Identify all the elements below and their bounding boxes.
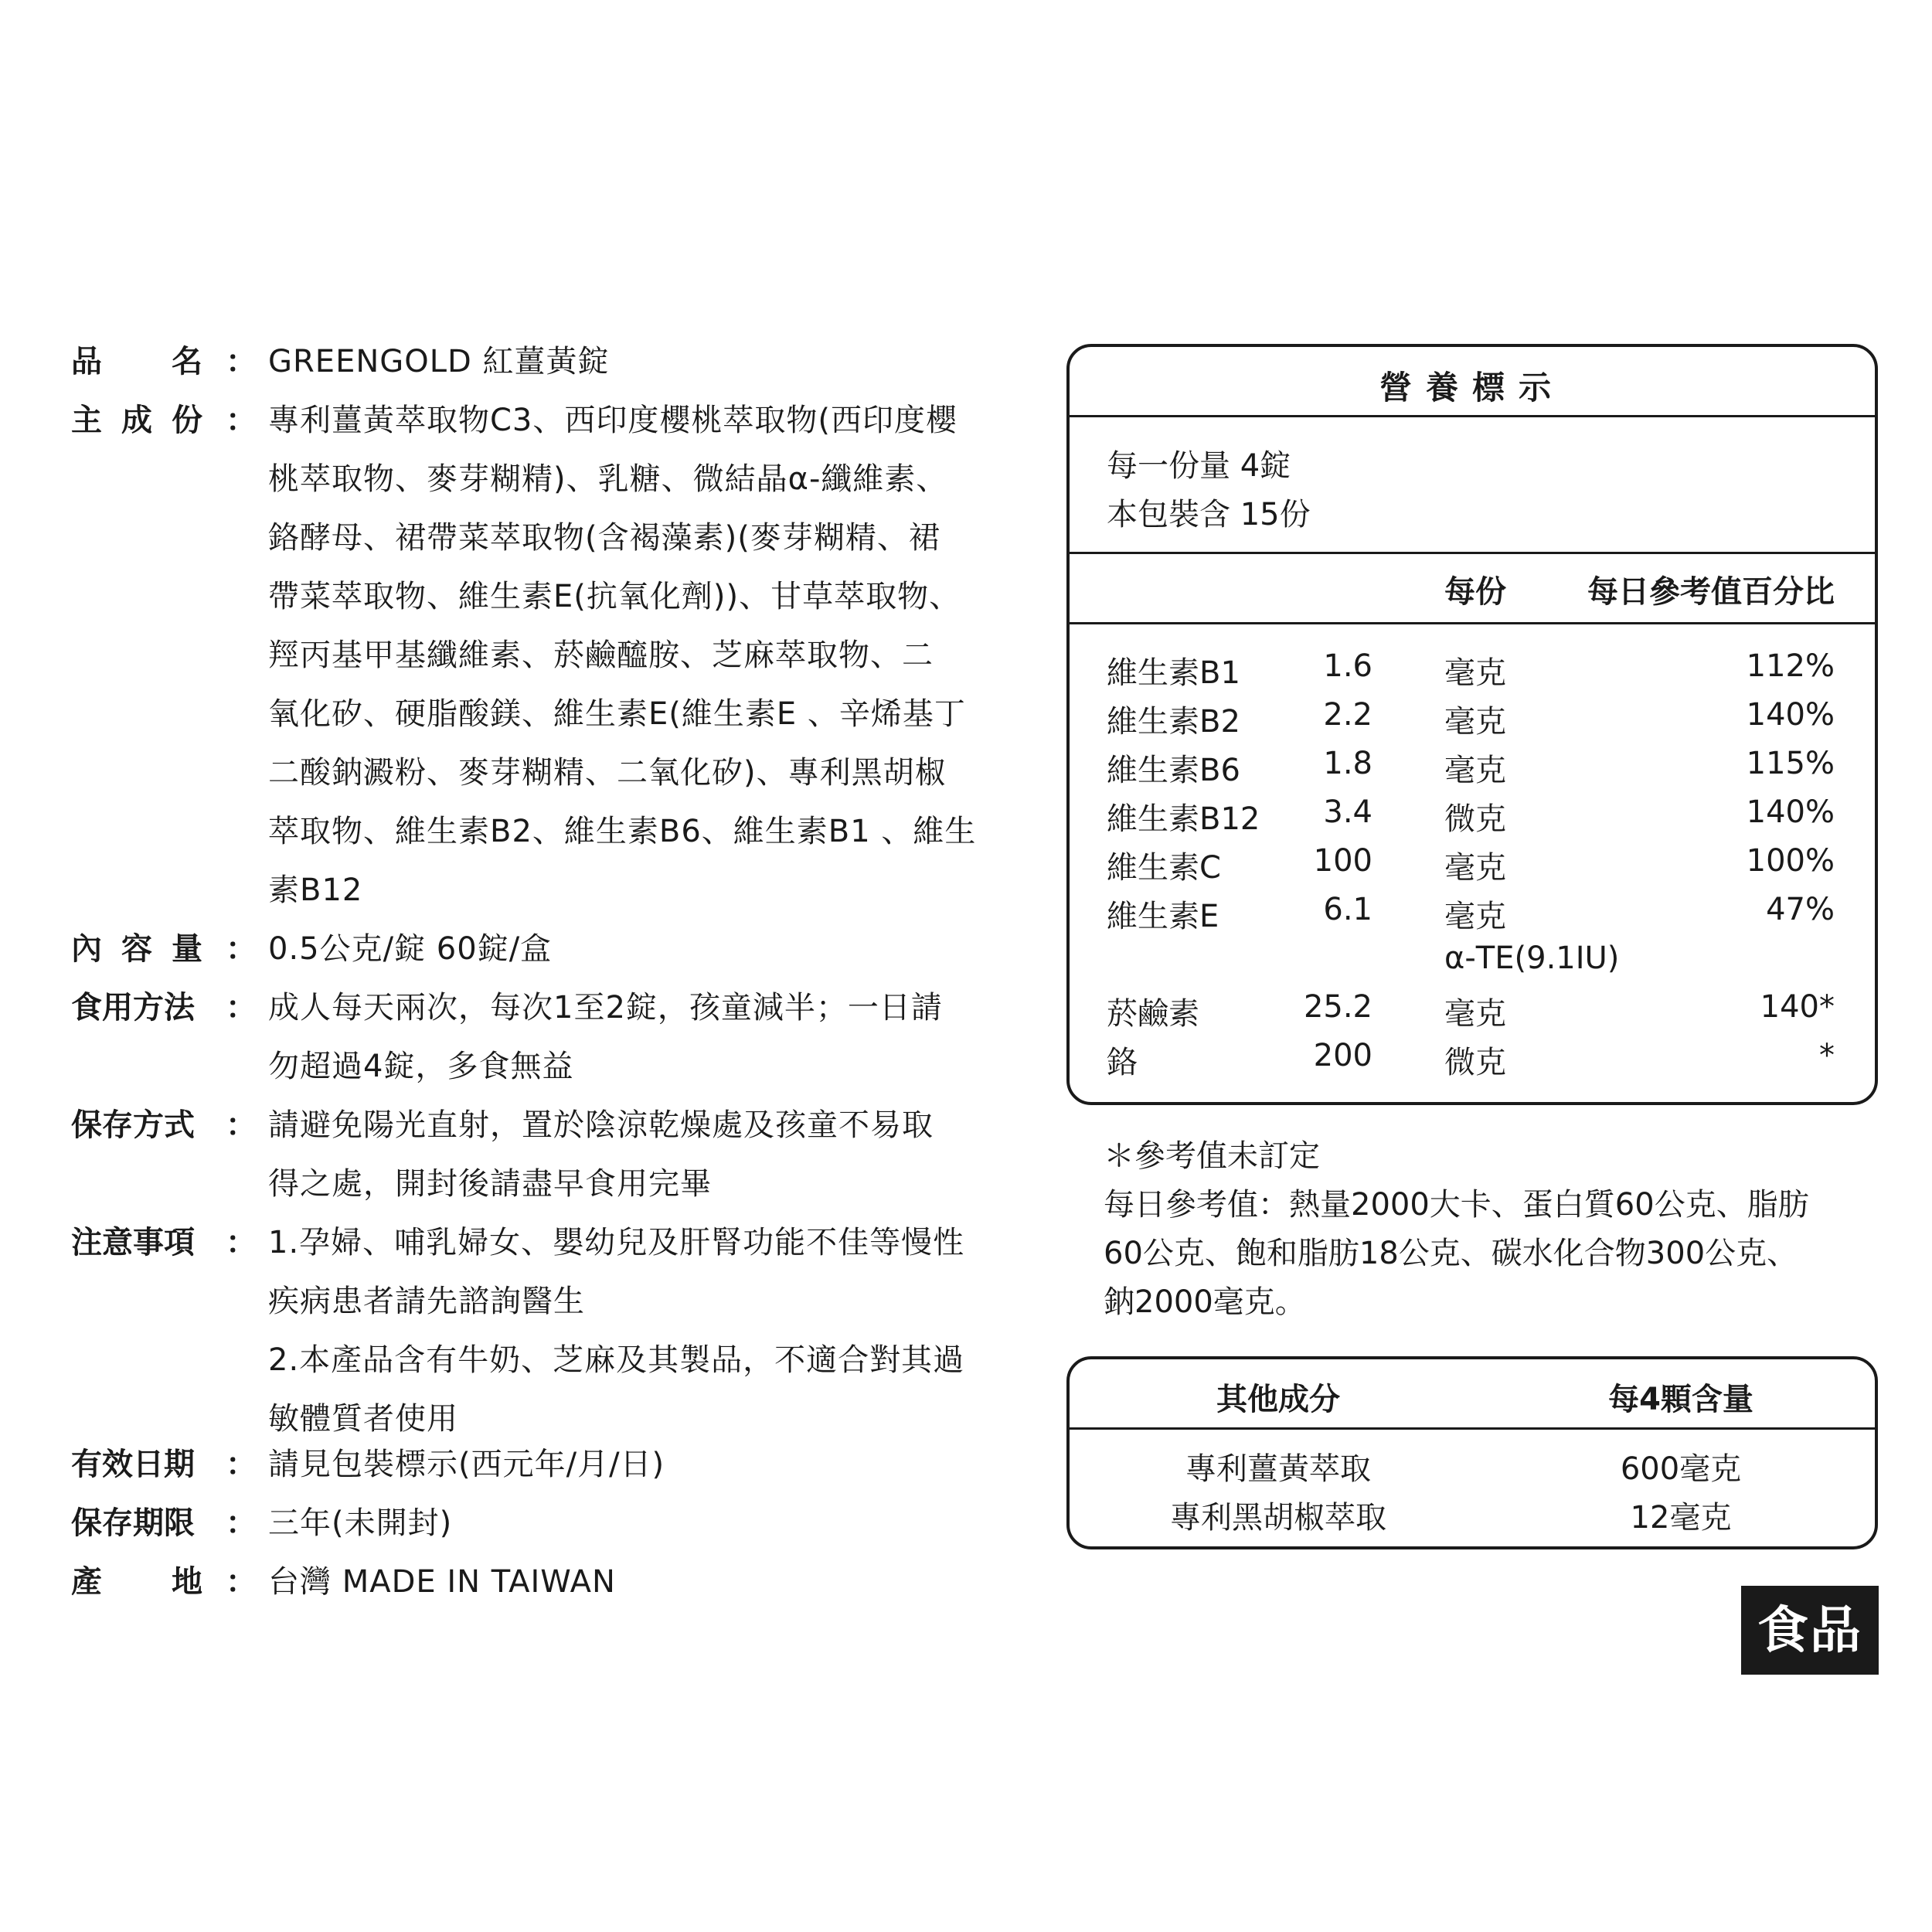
info-value: 台灣 MADE IN TAIWAN [268, 1564, 616, 1600]
info-label: 保存方式 [71, 1107, 195, 1143]
info-value: 請避免陽光直射，置於陰涼乾燥處及孩童不易取 得之處，開封後請盡早食用完畢 [268, 1107, 934, 1202]
nutrient-name: 維生素B12 [1107, 801, 1260, 837]
other-ingredient-amount: 12毫克 [1630, 1500, 1732, 1536]
nutrient-row [1070, 697, 1875, 746]
nutrient-amount: 1.8 [1323, 746, 1372, 781]
other-col-header-amount: 每4顆含量 [1608, 1382, 1753, 1417]
daily-reference-line: 鈉2000毫克。 [1104, 1284, 1306, 1320]
info-label: 主 成 份 [71, 403, 202, 438]
info-label: 內 容 量 [71, 931, 202, 967]
divider [1070, 1427, 1875, 1430]
food-badge: 食品 [1741, 1586, 1879, 1675]
col-header-per-serving: 每份 [1444, 574, 1506, 610]
info-value: 1.孕婦、哺乳婦女、嬰幼兒及肝腎功能不佳等慢性 疾病患者請先諮詢醫生 2.本產品含有牛奶、芝麻及其製品，不適合對其過 敏體質者使用 [268, 1225, 965, 1437]
nutrient-daily-pct: 140% [1746, 697, 1835, 733]
nutrient-row [1070, 648, 1875, 697]
nutrient-unit: 微克 [1444, 1045, 1506, 1080]
nutrient-row [1070, 1038, 1875, 1087]
nutrition-title: 營養標示 [1379, 369, 1565, 406]
nutrition-facts-box [1066, 344, 1878, 1105]
other-ingredient-name: 專利黑胡椒萃取 [1170, 1500, 1386, 1536]
nutrient-row [1070, 892, 1875, 940]
info-colon: ： [226, 1107, 257, 1143]
nutrient-unit: 微克 [1444, 801, 1506, 837]
info-colon: ： [226, 344, 257, 379]
info-label: 食用方法 [71, 990, 195, 1026]
nutrient-daily-pct: 140* [1760, 989, 1835, 1025]
nutrient-daily-pct: 47% [1766, 892, 1835, 927]
nutrient-daily-pct: 140% [1746, 794, 1835, 830]
nutrient-name: 維生素B2 [1107, 704, 1240, 740]
nutrient-name: 維生素B6 [1107, 753, 1240, 788]
other-col-header-name: 其他成分 [1216, 1382, 1340, 1417]
nutrient-name: 鉻 [1107, 1045, 1138, 1080]
servings-per-pack: 本包裝含 15份 [1107, 497, 1311, 532]
reference-notes [1104, 1132, 1876, 1327]
divider [1070, 622, 1875, 624]
info-colon: ： [226, 990, 257, 1026]
nutrient-name: 菸鹼素 [1107, 996, 1199, 1032]
nutrient-name: 維生素B1 [1107, 655, 1240, 691]
info-colon: ： [226, 1225, 257, 1260]
info-label: 保存期限 [71, 1505, 195, 1541]
nutrient-amount: 6.1 [1323, 892, 1372, 927]
info-value: 成人每天兩次，每次1至2錠，孩童減半；一日請 勿超過4錠，多食無益 [268, 990, 943, 1084]
serving-size: 每一份量 4錠 [1107, 448, 1291, 484]
other-ingredients-box [1066, 1356, 1878, 1549]
nutrient-row [1070, 794, 1875, 843]
nutrient-unit: 毫克 [1444, 655, 1506, 691]
info-label: 注意事項 [71, 1225, 195, 1260]
divider [1070, 552, 1875, 554]
daily-reference-line: 60公克、飽和脂肪18公克、碳水化合物300公克、 [1104, 1236, 1798, 1271]
nutrient-daily-pct: 100% [1746, 843, 1835, 879]
info-colon: ： [226, 931, 257, 967]
nutrient-amount: 25.2 [1303, 989, 1372, 1025]
info-value: 專利薑黃萃取物C3、西印度櫻桃萃取物(西印度櫻 桃萃取物、麥芽糊精)、乳糖、微結晶α-纖維素、 鉻酵母、裙帶菜萃取物(含褐藻素)(麥芽糊精、裙 帶菜萃取物、維生素E(抗氧化劑))、甘草萃取物、 羥丙基甲基纖維素、菸鹼醯胺、芝麻萃取物、二 氧化矽、硬脂酸鎂、維生素E(維生素E 、辛烯基丁 二酸鈉澱粉、麥芽糊精、二氧化矽)、專利黑胡椒 萃取物、維生素B2、維生素B6、維生素B1 、維生 素B12 [268, 403, 977, 908]
info-label: 有效日期 [71, 1447, 195, 1482]
divider [1070, 415, 1875, 417]
other-ingredient-amount: 600毫克 [1620, 1451, 1742, 1487]
nutrient-row [1070, 989, 1875, 1038]
info-value: 0.5公克/錠 60錠/盒 [268, 931, 553, 967]
nutrient-amount: 3.4 [1323, 794, 1372, 830]
nutrient-unit: 毫克 [1444, 704, 1506, 740]
nutrient-amount: 200 [1313, 1038, 1372, 1073]
star-note: ＊參考值未訂定 [1104, 1138, 1320, 1174]
nutrient-amount: 2.2 [1323, 697, 1372, 733]
col-header-daily-value: 每日參考值百分比 [1587, 574, 1835, 610]
nutrient-unit: 毫克 [1444, 899, 1506, 934]
nutrient-amount: 1.6 [1323, 648, 1372, 684]
info-colon: ： [226, 403, 257, 438]
other-ingredient-name: 專利薑黃萃取 [1185, 1451, 1371, 1487]
nutrient-unit: 毫克 [1444, 850, 1506, 886]
info-label: 品 名 [71, 344, 202, 379]
nutrient-row [1070, 746, 1875, 794]
nutrient-daily-pct: * [1819, 1038, 1835, 1073]
nutrient-unit: 毫克 [1444, 996, 1506, 1032]
info-colon: ： [226, 1564, 257, 1600]
nutrient-daily-pct: 115% [1746, 746, 1835, 781]
info-value: 請見包裝標示(西元年/月/日) [268, 1447, 665, 1482]
info-colon: ： [226, 1505, 257, 1541]
nutrient-name: 維生素C [1107, 850, 1221, 886]
nutrient-amount: 100 [1313, 843, 1372, 879]
nutrient-row [1070, 843, 1875, 892]
vitamin-e-note: α-TE(9.1IU) [1444, 940, 1620, 976]
info-colon: ： [226, 1447, 257, 1482]
nutrient-daily-pct: 112% [1746, 648, 1835, 684]
daily-reference-line: 每日參考值：熱量2000大卡、蛋白質60公克、脂肪 [1104, 1187, 1809, 1223]
info-value: GREENGOLD 紅薑黃錠 [268, 344, 610, 379]
nutrient-unit: 毫克 [1444, 753, 1506, 788]
info-label: 產 地 [71, 1564, 202, 1600]
info-value: 三年(未開封) [268, 1505, 453, 1541]
nutrient-name: 維生素E [1107, 899, 1219, 934]
